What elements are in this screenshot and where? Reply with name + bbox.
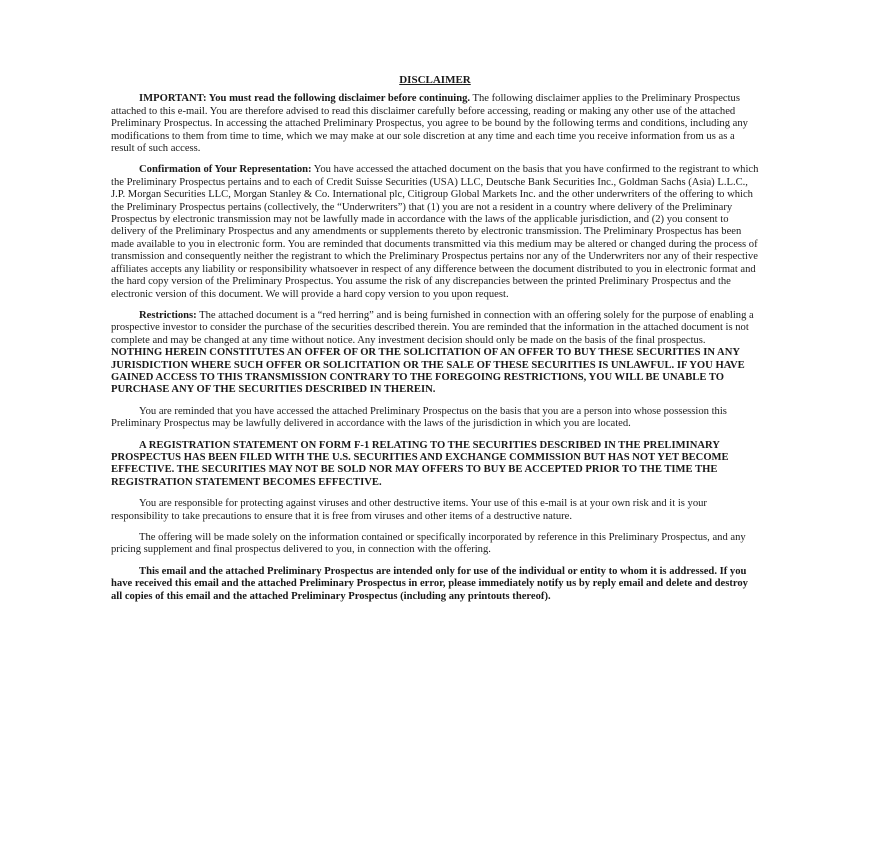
restrictions-body: The attached document is a “red herring” and is being furnished in connection with an offering solely for the purpose of enabling a prospective investor to consider the purchase of the securities described therein. You are reminded that the information in the attached document is not complete and may be changed at any time without notice. Any investment decision should only be made on the basis of the final prospectus. — [111, 309, 754, 346]
restrictions-warning: NOTHING HEREIN CONSTITUTES AN OFFER OF OR THE SOLICITATION OF AN OFFER TO BUY THESE SECURITIES IN ANY JURISDICTION WHERE SUCH OFFER OR SOLICITATION OR THE SALE OF THESE SECURITIES IS UNLAWFUL. IF YOU HAVE GAINED ACCESS TO THIS TRANSMISSION CONTRARY TO THE FOREGOING RESTRICTIONS, YOU WILL BE UNABLE TO PURCHASE ANY OF THE SECURITIES DESCRIBED IN THEREIN. — [111, 347, 745, 396]
registration-paragraph: A REGISTRATION STATEMENT ON FORM F-1 RELATING TO THE SECURITIES DESCRIBED IN THE PRELIMINARY PROSPECTUS HAS BEEN FILED WITH THE U.S. SECURITIES AND EXCHANGE COMMISSION BUT HAS NOT YET BECOME EFFECTIVE. THE SECURITIES MAY NOT BE SOLD NOR MAY OFFERS TO BUY BE ACCEPTED PRIOR TO THE TIME THE REGISTRATION STATEMENT BECOMES EFFECTIVE. — [111, 439, 729, 488]
viruses-paragraph: You are responsible for protecting against viruses and other destructive items. Your use of this e-mail is at your own risk and it is your responsibility to take precautions to ensure that it is free from viruses and other items of a destructive nature. — [111, 498, 707, 522]
page-title: DISCLAIMER — [399, 74, 471, 86]
important-paragraph — [111, 93, 759, 155]
confirmation-body: You have accessed the attached document on the basis that you have confirmed to the registrant to which the Preliminary Prospectus pertains and to each of Credit Suisse Securities (USA) LLC, Deutsche Bank Securities Inc., Goldman Sachs (Asia) L.L.C., J.P. Morgan Securities LLC, Morgan Stanley & Co. International plc, Citigroup Global Markets Inc. and the other underwriters of the offering to which the Preliminary Prospectus pertains (collectively, the “Underwriters”) that (1) you are not a resident in a country where delivery of the Preliminary Prospectus by electronic transmission may not be lawfully made in accordance with the laws of the applicable jurisdiction, and (2) you consent to delivery of the Preliminary Prospectus and any amendments or supplements thereto by electronic transmission. The Preliminary Prospectus has been made available to you in electronic form. You are reminded that documents transmitted via this medium may be altered or changed during the process of transmission and consequently neither the registrant to which the Preliminary Prospectus pertains nor any of the Underwriters nor any of their respective affiliates accepts any liability or responsibility whatsoever in respect of any difference between the document distributed to you in electronic format and the hard copy version of the Preliminary Prospectus. You assume the risk of any discrepancies between the printed Preliminary Prospectus and the electronic version of this document. We will provide a hard copy version to you upon request. — [111, 164, 759, 300]
confirmation-paragraph — [111, 164, 759, 300]
email-notice-paragraph: This email and the attached Preliminary Prospectus are intended only for use of the individual or entity to whom it is addressed. If you have received this email and the attached Preliminary Prospectus in error, please immediately notify us by reply email and delete and destroy all copies of this email and the attached Preliminary Prospectus (including any printouts thereof). — [111, 565, 748, 602]
offering-paragraph: The offering will be made solely on the information contained or specifically incorporated by reference in this Preliminary Prospectus, and any pricing supplement and final prospectus delivered to you, in connection with the offering. — [111, 532, 746, 556]
restrictions-paragraph — [111, 310, 759, 397]
restrictions-lead: Restrictions: — [139, 309, 197, 321]
reminded-paragraph: You are reminded that you have accessed the attached Preliminary Prospectus on the basis that you are a person into whose possession this Preliminary Prospectus may be lawfully delivered in accordance with the laws of the jurisdiction in which you are located. — [111, 405, 727, 430]
disclaimer-document — [111, 74, 759, 612]
important-body: The following disclaimer applies to the Preliminary Prospectus attached to this e-mail. You are therefore advised to read this disclaimer carefully before accessing, reading or making any other use of the attached Preliminary Prospectus. In accessing the attached Preliminary Prospectus, you agree to be bound by the following terms and conditions, including any modifications to them from time to time, which we may make at our sole discretion at any time and each time you receive information from us as a result of such access. — [111, 93, 748, 155]
confirmation-lead: Confirmation of Your Representation: — [139, 164, 312, 176]
important-lead: IMPORTANT: You must read the following disclaimer before continuing. — [139, 93, 471, 105]
